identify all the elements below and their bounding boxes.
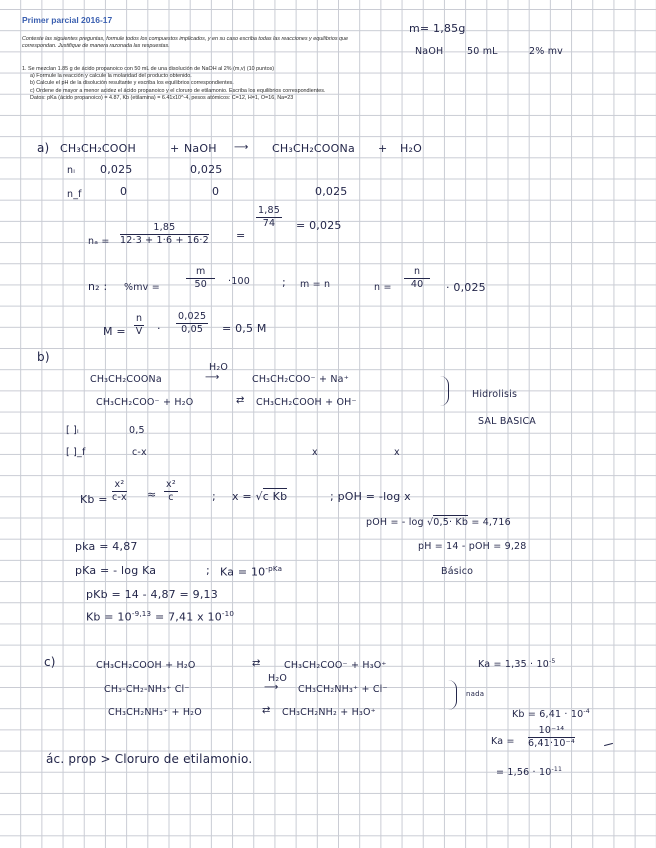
dissociation-arrow: ⟶ <box>264 682 279 693</box>
ammonium-hydrolysis-right: CH₃CH₂NH₂ + H₃O⁺ <box>282 707 376 718</box>
question-line: c) Ordene de mayor a menor acidez el ácido propanoico y el cloruro de etilamonio. Escriba los equilibrios correspondientes. <box>30 87 326 94</box>
ni-acid: 0,025 <box>100 163 133 176</box>
fraction-denominator: 74 <box>262 218 276 229</box>
molarity-result: = 0,5 M <box>222 322 267 335</box>
cf-label: [ ]_f <box>66 447 86 458</box>
kb-ethylamine-base: Kb = 6,41 · 10 <box>512 709 584 721</box>
ka-ethylammonium-result-exponent: -11 <box>551 766 563 773</box>
ka-definition <box>220 564 282 579</box>
kb-value <box>86 609 234 624</box>
kb-value-result: = 7,41 x 10 <box>155 610 222 624</box>
separator: ; <box>212 490 216 503</box>
part-b-label: b) <box>37 350 50 364</box>
brace-note: nada <box>466 690 485 698</box>
pkb-calculation: pKb = 14 - 4,87 = 9,13 <box>86 588 218 601</box>
nf-label: n_f <box>67 189 82 200</box>
x-equation <box>232 490 287 503</box>
ka-propanoic <box>478 658 556 670</box>
part-c-label: c) <box>44 655 56 669</box>
cf-value: c-x <box>132 447 147 458</box>
instructions-text: Conteste las siguientes preguntas, formule todos los compuestos implicados, y en su caso escriba todas las reacciones y equilibrios que correspondan. Justifique de manera razonada las respuestas. <box>22 36 349 50</box>
mv-label: %mv = <box>124 282 160 293</box>
ci-label: [ ]ᵢ <box>66 425 79 436</box>
note-basic-salt: SAL BASICA <box>478 416 536 427</box>
decorative-stroke <box>604 743 613 746</box>
kb-fraction-2 <box>164 479 178 504</box>
pka-definition: pKa = - log Ka <box>75 564 157 577</box>
radicand: 0,5· Kb <box>433 517 469 528</box>
n-equation: n = <box>374 282 392 293</box>
radicand: c Kb <box>262 490 288 503</box>
n2-label: n₂ : <box>88 280 108 293</box>
cf-x: x <box>394 447 400 458</box>
ka-propanoic-exponent: -5 <box>548 658 556 665</box>
kb-ethylamine <box>512 708 590 720</box>
ni-naoh: 0,025 <box>190 163 223 176</box>
salt-dissociation-left: CH₃-CH₂-NH₃⁺ Cl⁻ <box>104 684 190 695</box>
fraction-numerator: n <box>136 313 143 324</box>
ci-value: 0,5 <box>129 425 145 436</box>
dissociation-arrow: ⟶ <box>205 372 220 383</box>
poh-calc-result: = 4,716 <box>471 517 511 528</box>
question-line: a) Formule la reacción y calcule la molaridad del producto obtenido. <box>30 73 192 80</box>
kb-ethylamine-exponent: -4 <box>583 708 590 715</box>
fraction-denominator: 6,41·10⁻⁴ <box>528 738 575 749</box>
equilibrium-arrow: ⇄ <box>262 705 271 716</box>
plus-sign: + <box>170 142 180 155</box>
acid-ionization-left: CH₃CH₂COOH + H₂O <box>96 660 196 671</box>
moles-result: = 0,025 <box>296 219 342 232</box>
molarity-label: M = <box>103 325 126 338</box>
kb-value-result-exponent: -10 <box>221 609 235 618</box>
note-hydrolysis: Hidrolisis <box>472 389 518 400</box>
ph-calculation: pH = 14 - pOH = 9,28 <box>418 541 527 552</box>
reaction-arrow: ⟶ <box>234 142 249 153</box>
fraction-denominator: 50 <box>194 279 207 290</box>
given-naoh: NaOH <box>415 46 444 57</box>
naoh-moles-fraction <box>404 266 430 291</box>
poh-calculation <box>366 517 511 528</box>
part-a-label: a) <box>37 141 50 155</box>
brace <box>440 376 449 406</box>
dissociation-left: CH₃CH₂COONa <box>90 374 162 385</box>
cf-x: x <box>312 447 318 458</box>
dissociation-right: CH₃CH₂COO⁻ + Na⁺ <box>252 374 349 385</box>
plus-sign: + <box>378 142 388 155</box>
question-block <box>22 66 367 102</box>
given-volume: 50 mL <box>467 46 498 57</box>
given-mass: m= 1,85g <box>409 22 466 35</box>
fraction-numerator: 0,025 <box>178 311 207 322</box>
fraction-denominator: 12·3 + 1·6 + 16·2 <box>120 235 209 246</box>
fraction-numerator: n <box>404 266 430 279</box>
ammonium-hydrolysis-left: CH₃CH₂NH₃⁺ + H₂O <box>108 707 202 718</box>
mass-equation: m = n <box>300 279 331 290</box>
ka-definition-base: Ka = 10 <box>220 565 266 579</box>
kb-value-base: Kb = 10 <box>86 610 132 624</box>
equilibrium-arrow: ⇄ <box>236 395 245 406</box>
reactant-naoh: NaOH <box>184 142 217 155</box>
given-percent: 2% mv <box>529 46 563 57</box>
ka-exponent: -pKa <box>265 564 283 573</box>
separator: ; <box>282 276 286 289</box>
equals-sign: = <box>236 229 246 242</box>
question-line: Datos: pKa (ácido propanoico) = 4.87, Kb (etilamina) = 6.41x10^-4, pesos atómicos: C=12, H=1, O=16, Na=23 <box>30 94 294 101</box>
equilibrium-arrow: ⇄ <box>252 658 261 669</box>
fraction-denominator: V <box>135 326 143 337</box>
ka-ethylammonium-result <box>496 766 562 778</box>
ni-label: nᵢ <box>67 165 76 176</box>
acid-ionization-right: CH₃CH₂COO⁻ + H₃O⁺ <box>284 660 387 671</box>
approx-sign: ≈ <box>147 488 157 501</box>
molarity-fraction-2 <box>176 311 208 336</box>
product-sodium-propanoate: CH₃CH₂COONa <box>272 142 355 155</box>
kb-label: Kb = <box>80 493 108 506</box>
mv-fraction <box>186 266 215 291</box>
fraction-denominator: 0,05 <box>181 324 204 335</box>
hydrolysis-right: CH₃CH₂COOH + OH⁻ <box>256 397 357 408</box>
acidity-conclusion: ác. prop > Cloruro de etilamonio. <box>46 752 253 766</box>
page-title: Primer parcial 2016-17 <box>22 15 113 25</box>
question-line: b) Calcule el pH de la disolución resultante y escriba los equilibrios correspondientes. <box>30 80 234 87</box>
brace <box>448 680 457 710</box>
naoh-moles-result: · 0,025 <box>446 281 486 294</box>
ka-ethylammonium-fraction <box>528 725 575 750</box>
reactant-propanoic-acid: CH₃CH₂COOH <box>60 142 136 155</box>
poh-calc-prefix: pOH = - log √ <box>366 517 434 528</box>
na-label: nₐ = <box>88 236 110 247</box>
question-line: 1. Se mezclan 1.85 g de ácido propanoico con 50 mL de una disolución de NaOH al 2% (m,v) (10 puntos) <box>22 66 275 72</box>
fraction-numerator: 10⁻¹⁴ <box>528 725 575 738</box>
nf-product: 0,025 <box>315 185 348 198</box>
nf-naoh: 0 <box>212 185 220 198</box>
multiply-dot: · <box>157 322 161 335</box>
fraction-denominator: c <box>168 492 174 503</box>
fraction-numerator: x² <box>166 479 176 490</box>
mv-factor: ·100 <box>228 276 250 287</box>
pka-given: pka = 4,87 <box>75 540 138 553</box>
ka-propanoic-base: Ka = 1,35 · 10 <box>478 659 549 671</box>
molar-mass-fraction-2 <box>256 205 282 230</box>
poh-definition: ; pOH = -log x <box>330 490 411 503</box>
salt-dissociation-right: CH₃CH₂NH₃⁺ + Cl⁻ <box>298 684 388 695</box>
kb-value-exponent: -9,13 <box>131 609 152 618</box>
ka-ethylammonium-label: Ka = <box>491 736 515 747</box>
hydrolysis-left: CH₃CH₂COO⁻ + H₂O <box>96 397 194 408</box>
over-arrow-label: H₂O <box>268 673 288 684</box>
fraction-numerator: m <box>186 266 215 279</box>
molar-mass-fraction <box>120 222 209 247</box>
fraction-numerator: 1,85 <box>258 205 280 216</box>
basic-note: Básico <box>441 566 474 577</box>
kb-fraction <box>112 479 127 504</box>
fraction-numerator: 1,85 <box>120 222 209 235</box>
ka-ethylammonium-result-base: = 1,56 · 10 <box>496 767 552 779</box>
over-arrow-label: H₂O <box>209 362 229 373</box>
x-equation-prefix: x = √ <box>232 490 263 503</box>
product-water: H₂O <box>400 142 422 155</box>
fraction-denominator: 40 <box>410 279 424 290</box>
fraction-numerator: x² <box>112 479 127 492</box>
molarity-fraction <box>134 313 144 338</box>
separator: ; <box>206 564 210 577</box>
nf-acid: 0 <box>120 185 128 198</box>
fraction-denominator: c-x <box>112 492 127 503</box>
